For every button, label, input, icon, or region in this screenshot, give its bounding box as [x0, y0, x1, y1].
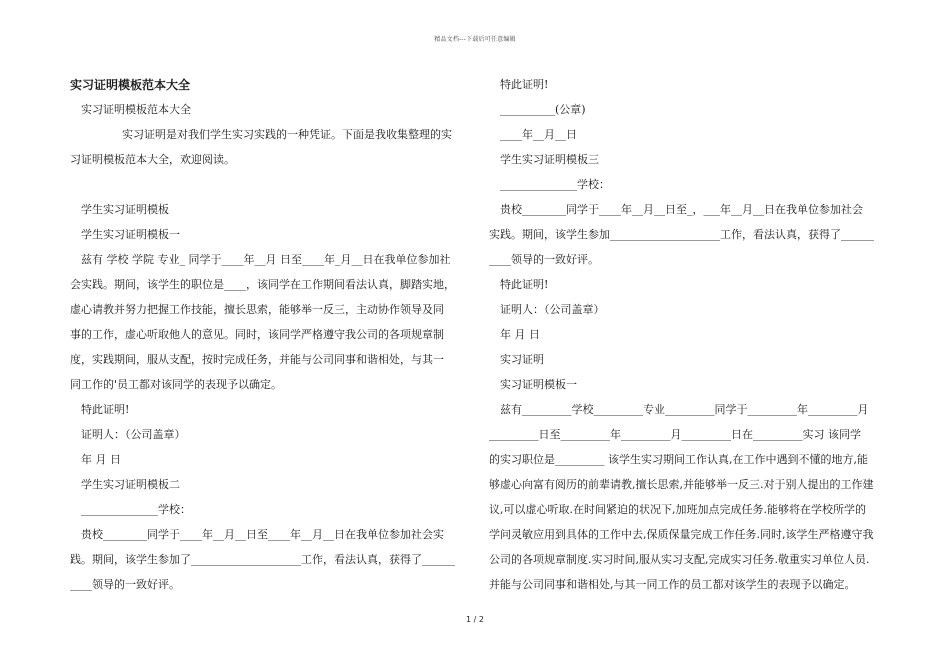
subtitle: 实习证明模板范本大全 — [81, 103, 191, 116]
body-line: 并能与公司同事和谐相处,与其一同工作的员工都对该学生的表现予以确定。 — [489, 578, 856, 591]
body-line: 的实习职位是_________ 该学生实习期间工作认真,在工作中遇到不懂的地方,能 — [489, 453, 868, 466]
page-number: 1 / 2 — [466, 615, 484, 624]
certifier-line: 证明人：（公司盖章） — [500, 303, 605, 316]
section-heading: 实习证明 — [500, 353, 544, 366]
intro-line-2: 习证明模板范本大全，欢迎阅读。 — [70, 153, 235, 166]
school-line: ______________学校： — [81, 503, 191, 516]
body-line: 兹有_________学校_________专业_________同学于_________年_________月 — [500, 403, 869, 416]
body-line: ____领导的一致好评。 — [70, 578, 180, 591]
template-heading: 实习证明模板一 — [500, 378, 577, 391]
body-line: 度，实践期间，服从支配，按时完成任务，并能与公司同事和谐相处，与其一 — [70, 353, 444, 366]
body-line: ____领导的一致好评。 — [489, 253, 599, 266]
body-line: 议,可以虚心听取.在时间紧迫的状况下,加班加点完成任务.能够将在学校所学的 — [489, 503, 866, 516]
document-title: 实习证明模板范本大全 — [70, 78, 191, 92]
body-line: 贵校________同学于____年__月__日至____年__月__日在我单位参加社会实 — [81, 528, 444, 541]
body-line: 学问灵敏应用到具体的工作中去,保质保量完成工作任务.同时,该学生严格遵守我 — [489, 528, 874, 541]
certification-line: 特此证明! — [500, 78, 549, 91]
template-three-heading: 学生实习证明模板三 — [500, 153, 599, 166]
template-one-heading: 学生实习证明模板一 — [81, 228, 180, 241]
seal-line: __________(公章) — [500, 103, 586, 116]
body-line: 践。期间，该学生参加了____________________工作，看法认真，获得了______ — [70, 553, 455, 566]
date-line: 年 月 日 — [500, 328, 540, 341]
certification-line: 特此证明! — [500, 278, 549, 291]
intro-line-1: 实习证明是对我们学生实习实践的一种凭证。下面是我收集整理的实 — [122, 128, 452, 141]
body-line: 事的工作，虚心听取他人的意见。同时，该同学严格遵守我公司的各项规章制 — [70, 328, 444, 341]
page-header: 精品文档---下载后可任意编辑 — [434, 36, 516, 43]
body-line: 够虚心向富有阅历的前辈请教,擅长思索,并能够举一反三.对于别人提出的工作建 — [489, 478, 874, 491]
body-line: 同工作的'员工都对该同学的表现予以确定。 — [70, 378, 283, 391]
certifier-line: 证明人：（公司盖章） — [81, 428, 186, 441]
section-heading: 学生实习证明模板 — [81, 203, 169, 216]
body-line: 虚心请教并努力把握工作技能，擅长思索，能够举一反三，主动协作领导及同 — [70, 303, 444, 316]
school-line: ______________学校： — [500, 178, 610, 191]
body-line: 实践。期间，该学生参加____________________工作，看法认真，获得了______ — [489, 228, 874, 241]
body-line: _________日至_________年_________月_________日在_________实习 该同学 — [489, 428, 861, 441]
body-line: 会实践。期间，该学生的职位是____，该同学在工作期间看法认真，脚踏实地， — [70, 278, 455, 291]
body-line: 贵校________同学于____年__月__日至_，___年__月__日在我单位参加社会 — [500, 203, 863, 216]
template-two-heading: 学生实习证明模板二 — [81, 478, 180, 491]
body-line: 兹有 学校 学院 专业_ 同学于____年__月 日至____年_月__日在我单位参加社 — [81, 253, 451, 266]
certification-line: 特此证明! — [81, 403, 130, 416]
body-line: 公司的各项规章制度.实习时间,服从实习支配,完成实习任务.敬重实习单位人员. — [489, 553, 870, 566]
date-line: ____年__月__日 — [500, 128, 577, 141]
date-line: 年 月 日 — [81, 453, 121, 466]
